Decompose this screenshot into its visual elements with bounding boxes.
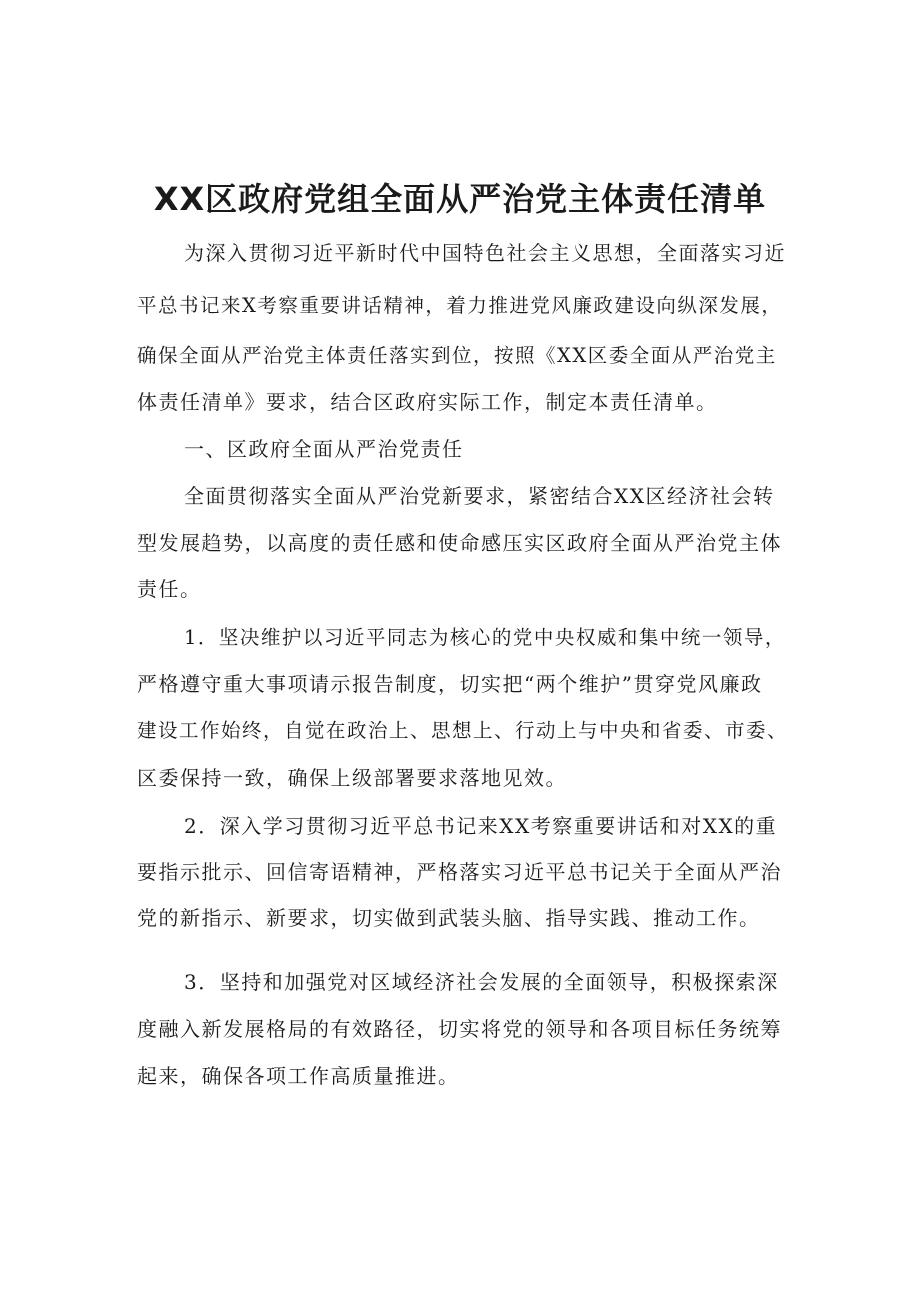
paragraph-line: 党的新指示、新要求，切实做到武装头脑、指导实践、推动工作。 xyxy=(137,906,761,930)
paragraph-line: 2．深入学习贯彻习近平总书记来XX考察重要讲话和对XX的重 xyxy=(184,814,778,838)
paragraph-line: 确保全面从严治党主体责任落实到位，按照《XX区委全面从严治党主 xyxy=(137,344,777,367)
paragraph-line: 全面贯彻落实全面从严治党新要求，紧密结合XX区经济社会转 xyxy=(184,484,775,508)
paragraph-line: 责任。 xyxy=(137,577,202,601)
paragraph-line: 要指示批示、回信寄语精神，严格落实习近平总书记关于全面从严治 xyxy=(137,860,782,884)
paragraph-line: 严格遵守重大事项请示报告制度，切实把“两个维护”贯穿党风廉政 xyxy=(137,672,763,696)
document-title: XX区政府党组全面从严治党主体责任清单 xyxy=(153,180,767,218)
paragraph-line: 起来，确保各项工作高质量推进。 xyxy=(137,1064,460,1088)
paragraph-line: 1．坚决维护以习近平同志为核心的党中央权威和集中统一领导， xyxy=(184,626,786,649)
paragraph-line: 区委保持一致，确保上级部署要求落地见效。 xyxy=(137,766,567,790)
paragraph-line: 平总书记来X考察重要讲话精神，着力推进党风廉政建设向纵深发展， xyxy=(137,294,783,317)
paragraph-line: 体责任清单》要求，结合区政府实际工作，制定本责任清单。 xyxy=(137,390,718,414)
paragraph-line: 型发展趋势，以高度的责任感和使命感压实区政府全面从严治党主体 xyxy=(137,531,782,555)
paragraph-line: 3．坚持和加强党对区域经济社会发展的全面领导，积极探索深 xyxy=(184,970,779,994)
paragraph-line: 为深入贯彻习近平新时代中国特色社会主义思想，全面落实习近 xyxy=(184,241,786,265)
section-heading-text: 一、区政府全面从严治党责任 xyxy=(184,437,464,461)
paragraph-line: 建设工作始终，自觉在政治上、思想上、行动上与中央和省委、市委、 xyxy=(137,719,789,742)
paragraph-line: 度融入新发展格局的有效路径，切实将党的领导和各项目标任务统筹 xyxy=(137,1017,782,1041)
